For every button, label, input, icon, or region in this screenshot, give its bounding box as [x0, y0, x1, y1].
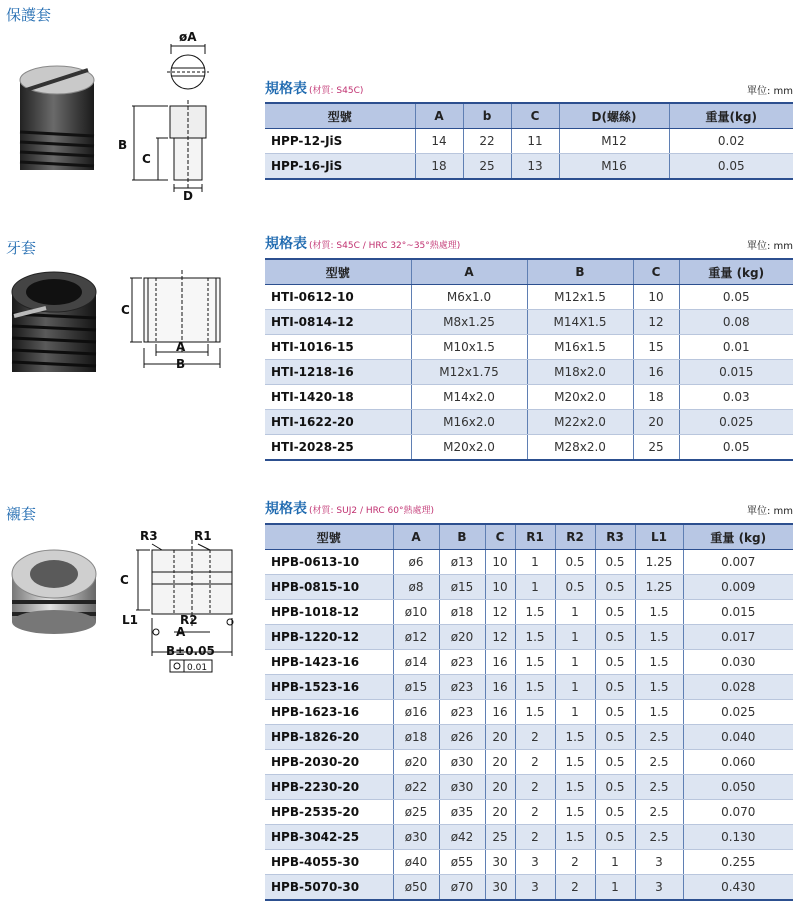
table-cell: 20: [633, 410, 679, 435]
table-row: [265, 600, 793, 625]
table-cell: 0.5: [595, 725, 635, 750]
table-cell: 2: [515, 800, 555, 825]
table-cell: ø50: [393, 875, 439, 901]
dim-label-b: B: [176, 357, 186, 371]
table-cell: 1.5: [635, 625, 683, 650]
table-row: [265, 625, 793, 650]
table-cell: 2: [555, 875, 595, 901]
dim-label-d: D: [183, 189, 193, 203]
model-cell: HPB-4055-30: [265, 850, 393, 875]
unit-label: 單位: mm: [746, 241, 793, 252]
dim-label-r3: R3: [140, 529, 158, 543]
protective-sleeve-drawing: [112, 28, 232, 204]
model-cell: HPB-5070-30: [265, 875, 393, 901]
table-cell: ø20: [393, 750, 439, 775]
table-cell: 16: [485, 650, 515, 675]
table-cell: ø30: [393, 825, 439, 850]
table-cell: ø13: [439, 550, 485, 575]
table-cell: ø25: [393, 800, 439, 825]
table-cell: 2.5: [635, 775, 683, 800]
table-cell: M16x1.5: [527, 335, 633, 360]
material-note: (材質: S45C): [309, 86, 364, 96]
table-cell: 12: [633, 310, 679, 335]
table-row: [265, 335, 793, 360]
table-cell: 30: [485, 875, 515, 901]
model-cell: HTI-0612-10: [265, 285, 411, 310]
table-cell: 3: [635, 850, 683, 875]
model-cell: HPB-2535-20: [265, 800, 393, 825]
table-cell: 25: [485, 825, 515, 850]
table-row: [265, 650, 793, 675]
column-header: 型號: [265, 524, 393, 550]
model-cell: HPB-1826-20: [265, 725, 393, 750]
table-cell: 2.5: [635, 825, 683, 850]
table-cell: 1: [555, 625, 595, 650]
model-cell: HPB-1423-16: [265, 650, 393, 675]
table-cell: 0.5: [595, 800, 635, 825]
model-cell: HTI-1622-20: [265, 410, 411, 435]
column-header: R2: [555, 524, 595, 550]
table-header-row: [265, 103, 793, 129]
table-cell: 0.050: [683, 775, 793, 800]
table-cell: 0.03: [679, 385, 793, 410]
table-cell: 10: [485, 550, 515, 575]
table-cell: 13: [511, 154, 559, 180]
column-header: C: [633, 259, 679, 285]
table-cell: 1.5: [635, 650, 683, 675]
table-cell: 18: [633, 385, 679, 410]
table-cell: 2.5: [635, 725, 683, 750]
column-header: 型號: [265, 103, 415, 129]
table-cell: 25: [463, 154, 511, 180]
table-cell: 1.5: [555, 725, 595, 750]
table-row: [265, 725, 793, 750]
table-cell: 16: [485, 675, 515, 700]
table-cell: 1: [595, 850, 635, 875]
section-title-protective-sleeve: 保護套: [6, 6, 52, 24]
table-cell: ø23: [439, 675, 485, 700]
table-cell: 0.5: [595, 625, 635, 650]
dim-label-b: B±0.05: [166, 644, 215, 658]
table-cell: 1.5: [515, 600, 555, 625]
model-cell: HPB-3042-25: [265, 825, 393, 850]
material-note: (材質: S45C / HRC 32°~35°熱處理): [309, 241, 461, 251]
table-cell: ø12: [393, 625, 439, 650]
dim-label-a: øA: [179, 30, 197, 44]
model-cell: HPB-1018-12: [265, 600, 393, 625]
table-cell: 1.5: [515, 625, 555, 650]
column-header: 型號: [265, 259, 411, 285]
table-cell: 1.5: [515, 700, 555, 725]
table-cell: ø15: [439, 575, 485, 600]
table-cell: 14: [415, 129, 463, 154]
table-cell: ø40: [393, 850, 439, 875]
table-cell: 0.060: [683, 750, 793, 775]
model-cell: HPB-0613-10: [265, 550, 393, 575]
table-cell: 1.5: [555, 750, 595, 775]
table-cell: M28x2.0: [527, 435, 633, 461]
table-cell: 1.5: [515, 675, 555, 700]
table-cell: ø30: [439, 750, 485, 775]
table-cell: 2: [515, 825, 555, 850]
table-cell: 0.030: [683, 650, 793, 675]
table-cell: 2: [515, 775, 555, 800]
dim-label-r2: R2: [180, 613, 198, 627]
table-cell: M12: [559, 129, 669, 154]
table-cell: 20: [485, 800, 515, 825]
table-cell: ø15: [393, 675, 439, 700]
table-cell: 0.015: [679, 360, 793, 385]
table-cell: 0.5: [595, 575, 635, 600]
column-header: 重量 (kg): [683, 524, 793, 550]
table-cell: 0.007: [683, 550, 793, 575]
dim-label-r1: R1: [194, 529, 212, 543]
column-header: B: [439, 524, 485, 550]
table-header-row: [265, 524, 793, 550]
table-cell: ø23: [439, 650, 485, 675]
spec-table-title: 規格表 (材質: SUJ2 / HRC 60°熱處理): [265, 501, 435, 517]
table-row: [265, 700, 793, 725]
table-cell: 1: [515, 550, 555, 575]
table-cell: 0.02: [669, 129, 793, 154]
table-cell: 0.5: [595, 825, 635, 850]
thread-insert-drawing: [118, 268, 228, 372]
table-cell: 1: [595, 875, 635, 901]
spec-table-header-1: [265, 78, 793, 98]
table-cell: ø10: [393, 600, 439, 625]
dim-label-b: B: [118, 138, 128, 152]
table-row: [265, 385, 793, 410]
table-row: [265, 410, 793, 435]
model-cell: HPB-1623-16: [265, 700, 393, 725]
table-row: [265, 285, 793, 310]
table-cell: 30: [485, 850, 515, 875]
table-cell: 2: [555, 850, 595, 875]
table-cell: M20x2.0: [527, 385, 633, 410]
table-cell: M14X1.5: [527, 310, 633, 335]
table-row: [265, 825, 793, 850]
table-cell: 0.028: [683, 675, 793, 700]
table-cell: 0.05: [679, 435, 793, 461]
table-row: [265, 675, 793, 700]
table-cell: 1.5: [635, 700, 683, 725]
column-header: A: [393, 524, 439, 550]
model-cell: HTI-1016-15: [265, 335, 411, 360]
column-header: 重量(kg): [669, 103, 793, 129]
table-cell: M8x1.25: [411, 310, 527, 335]
table-cell: M12x1.75: [411, 360, 527, 385]
table-cell: M6x1.0: [411, 285, 527, 310]
column-header: C: [485, 524, 515, 550]
table-cell: 0.5: [595, 550, 635, 575]
table-cell: 0.040: [683, 725, 793, 750]
table-cell: 1: [555, 600, 595, 625]
spec-table-protective-sleeve: [265, 102, 793, 180]
table-cell: 0.5: [595, 650, 635, 675]
table-cell: 0.5: [595, 775, 635, 800]
table-cell: 1.5: [555, 775, 595, 800]
table-cell: 12: [485, 625, 515, 650]
column-header: 重量 (kg): [679, 259, 793, 285]
table-cell: 1.5: [515, 650, 555, 675]
table-cell: 18: [415, 154, 463, 180]
table-cell: 0.5: [595, 700, 635, 725]
model-cell: HPB-2030-20: [265, 750, 393, 775]
table-cell: M20x2.0: [411, 435, 527, 461]
table-cell: ø18: [393, 725, 439, 750]
unit-label: 單位: mm: [746, 506, 793, 517]
model-cell: HPB-1220-12: [265, 625, 393, 650]
table-cell: 10: [485, 575, 515, 600]
table-row: [265, 310, 793, 335]
table-cell: ø16: [393, 700, 439, 725]
spec-table-thread-insert: [265, 258, 793, 461]
table-cell: 1.5: [555, 800, 595, 825]
table-cell: M16x2.0: [411, 410, 527, 435]
table-row: [265, 154, 793, 180]
table-cell: 1: [555, 700, 595, 725]
table-cell: 0.5: [555, 550, 595, 575]
table-cell: 1: [555, 650, 595, 675]
table-cell: 11: [511, 129, 559, 154]
table-row: [265, 550, 793, 575]
table-header-row: [265, 259, 793, 285]
column-header: A: [411, 259, 527, 285]
table-cell: 0.08: [679, 310, 793, 335]
table-cell: 0.430: [683, 875, 793, 901]
table-cell: 1: [555, 675, 595, 700]
table-cell: 0.01: [679, 335, 793, 360]
table-row: [265, 750, 793, 775]
table-cell: M10x1.5: [411, 335, 527, 360]
table-cell: 0.5: [595, 750, 635, 775]
column-header: D(螺絲): [559, 103, 669, 129]
bushing-photo: [6, 540, 102, 636]
model-cell: HTI-1218-16: [265, 360, 411, 385]
table-cell: 0.130: [683, 825, 793, 850]
table-cell: 0.025: [679, 410, 793, 435]
flatness-tolerance-label: 0.01: [187, 663, 208, 673]
table-cell: 0.5: [595, 600, 635, 625]
table-row: [265, 575, 793, 600]
table-cell: 1.25: [635, 550, 683, 575]
table-cell: 16: [485, 700, 515, 725]
table-cell: 2: [515, 750, 555, 775]
table-row: [265, 800, 793, 825]
dim-label-c: C: [121, 303, 130, 317]
table-cell: 1: [515, 575, 555, 600]
table-cell: 2.5: [635, 800, 683, 825]
table-cell: 0.070: [683, 800, 793, 825]
model-cell: HPP-12-JiS: [265, 129, 415, 154]
model-cell: HPB-2230-20: [265, 775, 393, 800]
table-cell: 3: [515, 850, 555, 875]
spec-table-title: 規格表 (材質: S45C): [265, 81, 364, 97]
table-cell: 2.5: [635, 750, 683, 775]
column-header: R1: [515, 524, 555, 550]
table-cell: 0.255: [683, 850, 793, 875]
table-cell: ø14: [393, 650, 439, 675]
model-cell: HTI-1420-18: [265, 385, 411, 410]
unit-label: 單位: mm: [746, 86, 793, 97]
table-cell: M12x1.5: [527, 285, 633, 310]
table-cell: M16: [559, 154, 669, 180]
table-cell: 1.25: [635, 575, 683, 600]
table-row: [265, 360, 793, 385]
table-cell: 20: [485, 725, 515, 750]
dim-label-a: A: [176, 340, 186, 354]
table-cell: 16: [633, 360, 679, 385]
table-cell: 3: [515, 875, 555, 901]
table-cell: 0.009: [683, 575, 793, 600]
table-cell: 0.025: [683, 700, 793, 725]
column-header: B: [527, 259, 633, 285]
table-cell: 1.5: [555, 825, 595, 850]
table-cell: ø42: [439, 825, 485, 850]
table-cell: 10: [633, 285, 679, 310]
dim-label-c: C: [142, 152, 151, 166]
column-header: C: [511, 103, 559, 129]
table-cell: 0.05: [669, 154, 793, 180]
table-cell: 15: [633, 335, 679, 360]
table-cell: 20: [485, 750, 515, 775]
model-cell: HPP-16-JiS: [265, 154, 415, 180]
table-cell: 20: [485, 775, 515, 800]
column-header: R3: [595, 524, 635, 550]
table-row: [265, 775, 793, 800]
table-cell: 0.05: [679, 285, 793, 310]
table-cell: 12: [485, 600, 515, 625]
thread-insert-photo: [6, 266, 102, 378]
table-cell: 1.5: [635, 675, 683, 700]
spec-table-header-3: [265, 498, 793, 518]
table-cell: ø8: [393, 575, 439, 600]
table-cell: ø26: [439, 725, 485, 750]
material-note: (材質: SUJ2 / HRC 60°熱處理): [309, 506, 435, 516]
dim-label-a: A: [176, 625, 186, 639]
table-row: [265, 875, 793, 901]
section-title-thread-insert: 牙套: [6, 239, 37, 257]
table-cell: 0.5: [595, 675, 635, 700]
table-cell: ø22: [393, 775, 439, 800]
spec-table-bushing: [265, 523, 793, 901]
table-cell: ø20: [439, 625, 485, 650]
table-cell: M18x2.0: [527, 360, 633, 385]
dim-label-l1: L1: [122, 613, 138, 627]
table-cell: 22: [463, 129, 511, 154]
table-cell: ø18: [439, 600, 485, 625]
table-cell: ø30: [439, 775, 485, 800]
column-header: L1: [635, 524, 683, 550]
protective-sleeve-photo: [12, 60, 104, 180]
table-cell: 2: [515, 725, 555, 750]
table-cell: 0.5: [555, 575, 595, 600]
table-cell: ø6: [393, 550, 439, 575]
column-header: b: [463, 103, 511, 129]
table-cell: ø70: [439, 875, 485, 901]
section-title-bushing: 襯套: [6, 505, 37, 523]
table-cell: 1.5: [635, 600, 683, 625]
table-cell: ø35: [439, 800, 485, 825]
table-cell: M22x2.0: [527, 410, 633, 435]
table-cell: 0.015: [683, 600, 793, 625]
table-cell: 25: [633, 435, 679, 461]
spec-table-title: 規格表 (材質: S45C / HRC 32°~35°熱處理): [265, 236, 461, 252]
table-row: [265, 129, 793, 154]
model-cell: HTI-0814-12: [265, 310, 411, 335]
column-header: A: [415, 103, 463, 129]
model-cell: HPB-1523-16: [265, 675, 393, 700]
table-cell: ø23: [439, 700, 485, 725]
table-cell: ø55: [439, 850, 485, 875]
table-cell: 3: [635, 875, 683, 901]
spec-table-header-2: [265, 233, 793, 253]
model-cell: HPB-0815-10: [265, 575, 393, 600]
table-row: [265, 850, 793, 875]
model-cell: HTI-2028-25: [265, 435, 411, 461]
table-cell: 0.017: [683, 625, 793, 650]
table-row: [265, 435, 793, 461]
table-cell: M14x2.0: [411, 385, 527, 410]
bushing-drawing: [116, 526, 246, 676]
dim-label-c: C: [120, 573, 129, 587]
